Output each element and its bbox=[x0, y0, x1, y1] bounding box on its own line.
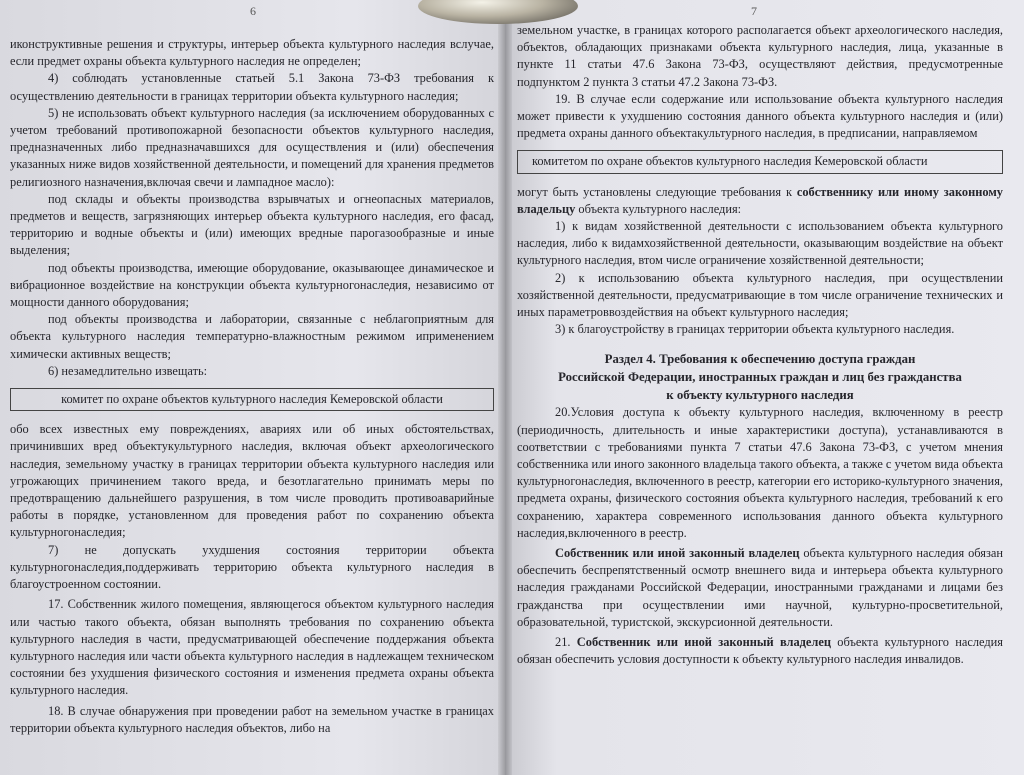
paragraph: под склады и объекты производства взрывчатых и огнеопасных материалов, предметов и веществ, загрязняющих интерьер объекта культурного наследия, его фасад, территорию и водные объекты и (или) имеющих вредные парогазообразные и иные выделения; bbox=[10, 191, 494, 258]
book-gutter bbox=[498, 0, 512, 775]
section-heading bbox=[517, 350, 1003, 404]
page-number: 6 bbox=[250, 4, 256, 18]
paragraph: 1) к видам хозяйственной деятельности с использованием объекта культурного наследия, либо к видамхозяйственной деятельности, оказывающим воздействие на объект культурного наследия, втом числе ограничение хозяйственной деятельности; bbox=[517, 219, 1003, 268]
text: объекта культурного наследия: bbox=[575, 201, 742, 216]
text: 21. bbox=[555, 635, 577, 650]
paragraph: 6) незамедлительно извещать: bbox=[48, 363, 208, 378]
heading-line: Раздел 4. Требования к обеспечению доступа граждан bbox=[604, 352, 916, 367]
paragraph: иконструктивные решения и структуры, интерьер объекта культурного наследия вслучае, если предмет охраны объекта культурного наследия не определен; bbox=[10, 37, 494, 69]
paragraph: под объекты производства и лаборатории, связанные с неблагоприятным для объекта культурного наследия температурно-влажностным режимом иприменением химически активных веществ; bbox=[10, 312, 494, 361]
paragraph: 19. В случае если содержание или использование объекта культурного наследия может привести к ухудшению состояния данного объекта культурного наследия и (или) предмета охраны данного объектакультурного наследия, в предписании, направляемом bbox=[517, 91, 1003, 141]
paragraph: под объекты производства, имеющие оборудование, оказывающее динамическое и вибрационное воздействие на конструкции объекта культурногонаследия, независимо от мощности данного оборудования; bbox=[10, 260, 494, 310]
authority-box: комитет по охране объектов культурного наследия Кемеровской области bbox=[10, 388, 494, 411]
bold-text: Собственник или иной законный владелец bbox=[576, 635, 831, 650]
heading-line: Российской Федерации, иностранных граждан и лиц без гражданства bbox=[558, 370, 962, 385]
paragraph bbox=[517, 634, 1003, 668]
paragraph bbox=[517, 184, 1003, 218]
text: могут быть установлены следующие требования к bbox=[517, 184, 797, 199]
paragraph: обо всех известных ему повреждениях, авариях или об иных обстоятельствах, причинивших вред объектукультурного наследия, включая объект археологического наследия, земельному участку в границах территории объекта культурного наследия или угрожающих причинением такого вреда, и безотлагательно принимать меры по предотвращению дальнейшего разрушения, в том числе проводить противоаварийные работы в порядке, установленном для проведения работ по сохранению объекта культурногонаследия; bbox=[10, 422, 494, 540]
authority-box: комитетом по охране объектов культурного наследия Кемеровской области bbox=[517, 150, 1003, 173]
text: объекта культурного наследия обязан обеспечить условия доступности к объекту культурного наследия инвалидов. bbox=[517, 635, 1004, 667]
heading-line: к объекту культурного наследия bbox=[666, 388, 854, 403]
paragraph: 5) не использовать объект культурного наследия (за исключением оборудованных с учетом требований противопожарной безопасности объектов культурного наследия, предназначенных либо предназначавшихся для осуществления и (или) обеспечения указанных ниже видов хозяйственной деятельности, и помещений для хранения предметов религиозного назначения,включая свечи и лампадное масло): bbox=[10, 105, 494, 189]
bold-text: собственнику или иному законному владельцу bbox=[517, 184, 1003, 216]
paragraph: 2) к использованию объекта культурного наследия, при осуществлении хозяйственной деятельности, предусматривающие в том числе ограничение технических и иных параметроввоздействия на объект культурного наследия; bbox=[517, 270, 1003, 320]
page-number: 7 bbox=[751, 4, 757, 18]
paragraph: 18. В случае обнаружения при проведении работ на земельном участке в границах территории объекта культурного наследия объектов, либо на bbox=[10, 703, 494, 735]
text: объекта культурного наследия обязан обеспечить беспрепятственный осмотр внешнего вида и интерьера объекта культурного наследия гражданами Российской Федерации, иностранными гражданами и лицами без гражданства при осуществлении ими научной, культурно-просветительной, образовательной, туристской, экскурсионной деятельности. bbox=[517, 546, 1003, 629]
left-page bbox=[0, 0, 505, 775]
right-page bbox=[505, 0, 1024, 775]
right-text-column bbox=[517, 22, 1003, 669]
paragraph: 3) к благоустройству в границах территории объекта культурного наследия. bbox=[555, 322, 955, 337]
paragraph: земельном участке, в границах которого располагается объект археологического наследия, объектов, обладающих признаками объекта культурного наследия, лица, указанные в пункте 11 статьи 47.6 Закона 73-ФЗ, осуществляют действия, предусмотренные подпунктом 2 пункта 3 статьи 47.2 Закона 73-ФЗ. bbox=[517, 23, 1003, 89]
paragraph: 7) не допускать ухудшения состояния территории объекта культурногонаследия,поддерживать территорию объекта культурного наследия в благоустроенном состоянии. bbox=[10, 542, 494, 592]
paragraph: 4) соблюдать установленные статьей 5.1 Закона 73-ФЗ требования к осуществлению деятельности в границах территории объекта культурного наследия; bbox=[10, 71, 494, 103]
paragraph: 20.Условия доступа к объекту культурного наследия, включенному в реестр (периодичность, длительность и иные характеристики доступа), устанавливаются в соответствии с требованиями пункта 7 статьи 47.6 Закона 73-ФЗ, с учетом мнения собственника или иного законного владельца такого объекта, а также с учетом вида объекта культурногонаследия, включенного в реестр, категории его историко-культурного значения, предмета охраны, физического состояния объекта культурного наследия, требований к его сохранению, характера современного использования данного объекта культурного наследия,включенного в реестр. bbox=[517, 405, 1004, 540]
paragraph bbox=[517, 545, 1003, 631]
left-text-column bbox=[10, 36, 494, 737]
bold-text: Собственник или иной законный владелец bbox=[555, 546, 800, 561]
paragraph: 17. Собственник жилого помещения, являющегося объектом культурного наследия или частью такого объекта, обязан выполнять требования по сохранению объекта культурного наследия в части, предусматривающей обеспечение поддержания объекта культурного наследия или части объекта культурного наследия в надлежащем техническом состоянии без ухудшения физического состояния и изменения предмета охраны объекта культурного наследия. bbox=[10, 597, 494, 698]
